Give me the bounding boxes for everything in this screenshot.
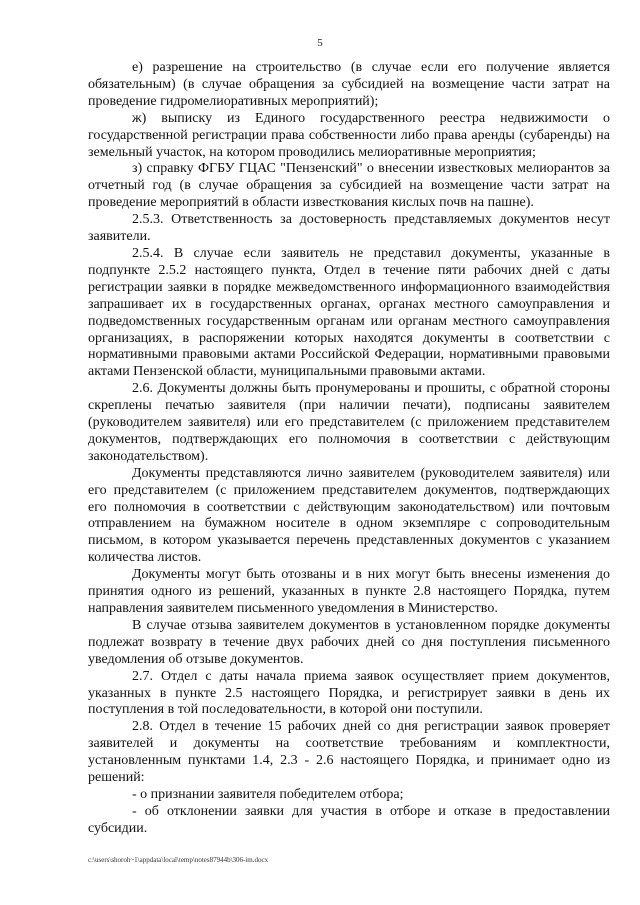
paragraph-z: з) справку ФГБУ ГЦАС "Пензенский" о внесении известковых мелиорантов за отчетный год (в случае обращения за субсидией на возмещение части затрат на проведение мероприятий в области известкования кислых почв на пашне).	[88, 161, 610, 211]
list-item-winner: - о признании заявителя победителем отбора;	[132, 786, 404, 802]
list-item-rejection: - об отклонении заявки для участия в отборе и отказе в предоставлении субсидии.	[88, 803, 610, 836]
paragraph-2-7: 2.7. Отдел с даты начала приема заявок осуществляет прием документов, указанных в пункте 2.5 настоящего Порядка, и регистрирует заявки в день их поступления в той последовательности, в которой они поступили.	[88, 668, 610, 718]
document-body	[88, 60, 610, 838]
footer-file-path: c:\users\shoroh~1\appdata\local\temp\notes87944b\306-im.docx	[88, 856, 269, 864]
page-number: 5	[317, 37, 323, 49]
paragraph-2-6: 2.6. Документы должны быть пронумерованы и прошиты, с обратной стороны скреплены печатью заявителя (при наличии печати), подписаны заявителем (руководителем заявителя) или его представителем (с приложением представителем документов, подтверждающих его полномочия в соответствии с действующим законодательством).	[88, 381, 610, 464]
paragraph-2-8: 2.8. Отдел в течение 15 рабочих дней со дня регистрации заявок проверяет заявителей и документы на соответствие требованиям и комплектности, установленным пунктами 1.4, 2.3 - 2.6 настоящего Порядка, и принимает одно из решений:	[88, 719, 610, 786]
paragraph-2-5-3: 2.5.3. Ответственность за достоверность представляемых документов несут заявители.	[88, 212, 610, 245]
paragraph-documents-submission: Документы представляются лично заявителем (руководителем заявителя) или его представителем (с приложением представителем документов, подтверждающих его полномочия в соответствии с действующим законодательством) или почтовым отправлением на бумажном носителе в одном экземпляре с сопроводительным письмом, в котором указывается перечень представленных документов с указанием количества листов.	[88, 465, 610, 566]
paragraph-zh: ж) выписку из Единого государственного реестра недвижимости о государственной регистрации права собственности либо права аренды (субаренды) на земельный участок, на котором проводились мелиоративные мероприятия;	[88, 110, 610, 160]
paragraph-withdrawal-return: В случае отзыва заявителем документов в установленном порядке документы подлежат возврату в течение двух рабочих дней со дня поступления письменного уведомления об отзыве документов.	[88, 617, 610, 667]
paragraph-documents-withdrawal: Документы могут быть отозваны и в них могут быть внесены изменения до принятия одного из решений, указанных в пункте 2.8 настоящего Порядка, путем направления заявителем письменного уведомления в Министерство.	[88, 567, 610, 616]
paragraph-2-5-4: 2.5.4. В случае если заявитель не представил документы, указанные в подпункте 2.5.2 настоящего пункта, Отдел в течение пяти рабочих дней с даты регистрации заявки в порядке межведомственного информационного взаимодействия запрашивает их в государственных органах, органах местного самоуправления и подведомственных государственным органам или органам местного самоуправления организациях, в распоряжении которых находятся документы в соответствии с нормативными правовыми актами Российской Федерации, нормативными правовыми актами Пензенской области, муниципальными правовыми актами.	[88, 245, 610, 380]
paragraph-e: е) разрешение на строительство (в случае если его получение является обязательным) (в случае обращения за субсидией на возмещение части затрат на проведение гидромелиоративных мероприятий);	[88, 60, 610, 109]
